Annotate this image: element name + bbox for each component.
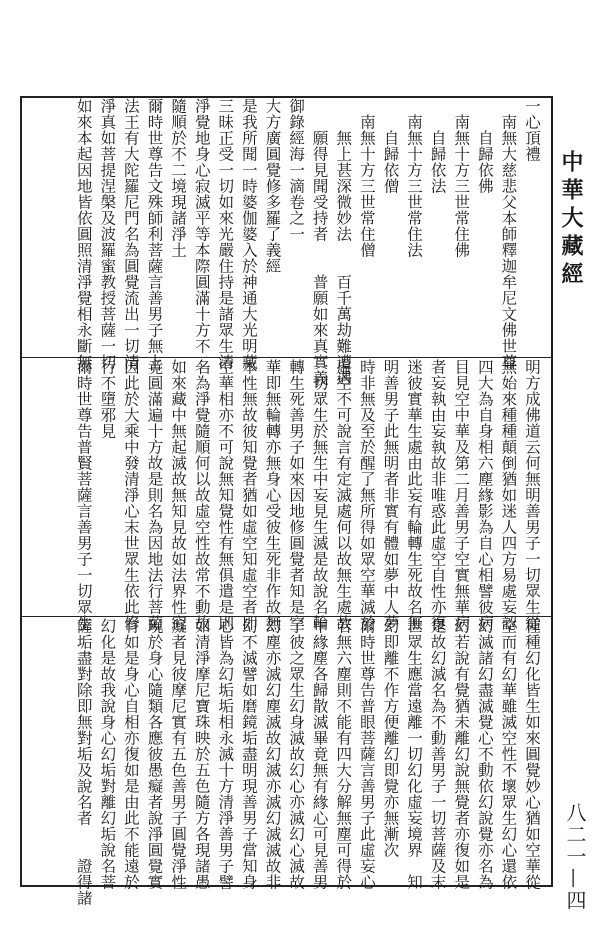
text-column: 竟圓滿遍十方故是則名為因地法行菩薩 — [145, 359, 164, 631]
text-column: 空華相亦不可說無知覺性有無俱遣是則 — [216, 359, 235, 631]
collection-title: 中華大藏經 — [558, 150, 584, 290]
text-column: 薩垢盡對除即無對垢及說名者 證得諸 — [74, 618, 93, 906]
text-column: 無始來種種顛倒猶如迷人四方易處妄認 — [499, 359, 518, 631]
text-panel-middle — [22, 359, 551, 631]
text-column: 爾時世尊告普賢菩薩言善男子一切眾生 — [74, 359, 93, 631]
text-column: 隨順於不二境現諸淨土 — [169, 98, 188, 258]
text-column: 有如是身心自相亦復如是由此不能遠於 — [121, 618, 140, 890]
text-column: 如來本起因地皆依圓照清淨覺相永斷無 — [74, 98, 93, 370]
text-column: 南無十方三世常住佛 — [452, 98, 471, 258]
text-column: 空而有幻華雖滅空性不壞眾生幻心還依 — [499, 618, 518, 890]
text-column: 是故幻滅名為不動善男子一切菩薩及末 — [428, 618, 447, 890]
text-column: 御錄經海一滴卷之一 — [287, 98, 306, 242]
text-column: 爾時世尊告文殊師利菩薩言善男子無上 — [145, 98, 164, 370]
text-column: 中緣塵各歸散滅畢竟無有緣心可見善男 — [310, 618, 329, 890]
text-column: 四大為自身相六塵緣影為自心相譬彼病 — [475, 359, 494, 631]
text-column: 南無十方三世常住僧 — [357, 98, 376, 258]
text-column: 無上甚深微妙法 百千萬劫難遭遇 — [334, 98, 353, 386]
panel-top-text — [71, 98, 543, 386]
text-column: 現於身心隨類各應彼愚癡者說淨圓覺實 — [145, 618, 164, 890]
text-column: 種種幻化皆生如來圓覺妙心猶如空華從 — [523, 618, 541, 890]
text-column: 行不墮邪見 — [98, 359, 117, 439]
text-column: 若無六塵則不能有四大分解無塵可得於 — [334, 618, 353, 890]
text-column: 世眾生應當遠離一切幻化虛妄境界 知 — [405, 618, 424, 890]
text-column: 迷彼實華生處由此妄有輪轉生死故名無 — [405, 359, 424, 631]
text-column: 是我所聞一時婆伽婆入於神通大光明藏 — [239, 98, 258, 370]
text-column: 時非無及至於醒了無所得如眾空華滅於 — [357, 359, 376, 631]
text-column: 如清淨摩尼寶珠映於五色隨方各現諸愚 — [192, 618, 211, 890]
text-column: 名為淨覺隨順何以故虛空性故常不動故 — [192, 359, 211, 631]
text-column: 轉生死善男子如來因地修圓覺者知是空 — [287, 359, 306, 631]
panel-middle-text — [71, 359, 543, 631]
panel-divider-bottom — [22, 616, 551, 617]
text-column: 幻滅諸幻盡滅覺心不動依幻說覺亦名為 — [475, 618, 494, 890]
text-column: 願得見聞受持者 普願如來真實義 — [310, 98, 329, 386]
text-column: 淨真如菩提涅槃及波羅蜜教授菩薩一切 — [98, 98, 117, 370]
text-panel-top — [22, 98, 551, 386]
panel-bottom-text — [71, 618, 543, 906]
text-column: 爾時世尊告普眼菩薩言善男子此虛妄心 — [357, 618, 376, 890]
text-column: 淨覺地身心寂滅平等本際圓滿十方不二 — [192, 98, 211, 370]
text-column: 本性無故彼知覺者猶如虛空知虛空者即 — [239, 359, 258, 631]
text-column: 幻塵亦滅幻塵滅故幻滅亦滅幻滅滅故非 — [263, 618, 282, 890]
text-column: 南無十方三世常住法 — [405, 98, 424, 258]
text-column: 自歸依佛 — [475, 98, 494, 194]
text-panel-bottom — [22, 618, 551, 906]
text-column: 法王有大陀羅尼門名為圓覺流出一切清 — [121, 98, 140, 370]
text-column: 虛空不可說言有定滅處何以故無生處故 — [334, 359, 353, 631]
text-column: 因此於大乘中發清淨心末世眾生依此修 — [121, 359, 140, 631]
text-column: 明方成佛道云何無明善男子一切眾生從 — [523, 359, 541, 631]
text-column: 自歸依法 — [428, 98, 447, 194]
text-column: 幻若說有覺猶未離幻說無覺者亦復如是 — [452, 618, 471, 890]
text-column: 自歸依僧 — [381, 98, 400, 194]
text-column: 一心頂禮 — [523, 98, 541, 162]
text-column: 目見空中華及第二月善男子空實無華病 — [452, 359, 471, 631]
text-column: 明善男子此無明者非實有體如夢中人夢 — [381, 359, 400, 631]
page-number: 八二一—四 — [563, 802, 587, 912]
text-column: 南無大慈悲父本師釋迦牟尼文佛世尊 — [499, 98, 518, 370]
text-column: 幻化是故我說身心幻垢對離幻垢說名菩 — [98, 618, 117, 890]
text-column: 癡者見彼摩尼實有五色善男子圓覺淨性 — [169, 618, 188, 890]
text-column: 子彼之眾生幻身滅故幻心亦滅幻心滅故 — [287, 618, 306, 890]
text-column: 心皆為幻垢垢相永滅十方清淨善男子譬 — [216, 618, 235, 890]
text-column: 大方廣圓覺修多羅了義經 — [263, 98, 282, 274]
text-column: 幻不滅譬如磨鏡垢盡明現善男子當知身 — [239, 618, 258, 890]
panel-divider-top — [22, 357, 551, 358]
text-column: 如來藏中無起滅故無知見故如法界性究 — [169, 359, 188, 631]
text-column: 幻即離不作方便離幻即覺亦無漸次 — [381, 618, 400, 858]
text-column: 華即無輪轉亦無身心受彼生死非作故無 — [263, 359, 282, 631]
text-column: 一切眾生於無生中妄見生滅是故說名輪 — [310, 359, 329, 631]
text-column: 者妄執由妄執故非唯惑此虛空自性亦復 — [428, 359, 447, 631]
text-column: 三昧正受一切如來光嚴住持是諸眾生清 — [216, 98, 235, 370]
